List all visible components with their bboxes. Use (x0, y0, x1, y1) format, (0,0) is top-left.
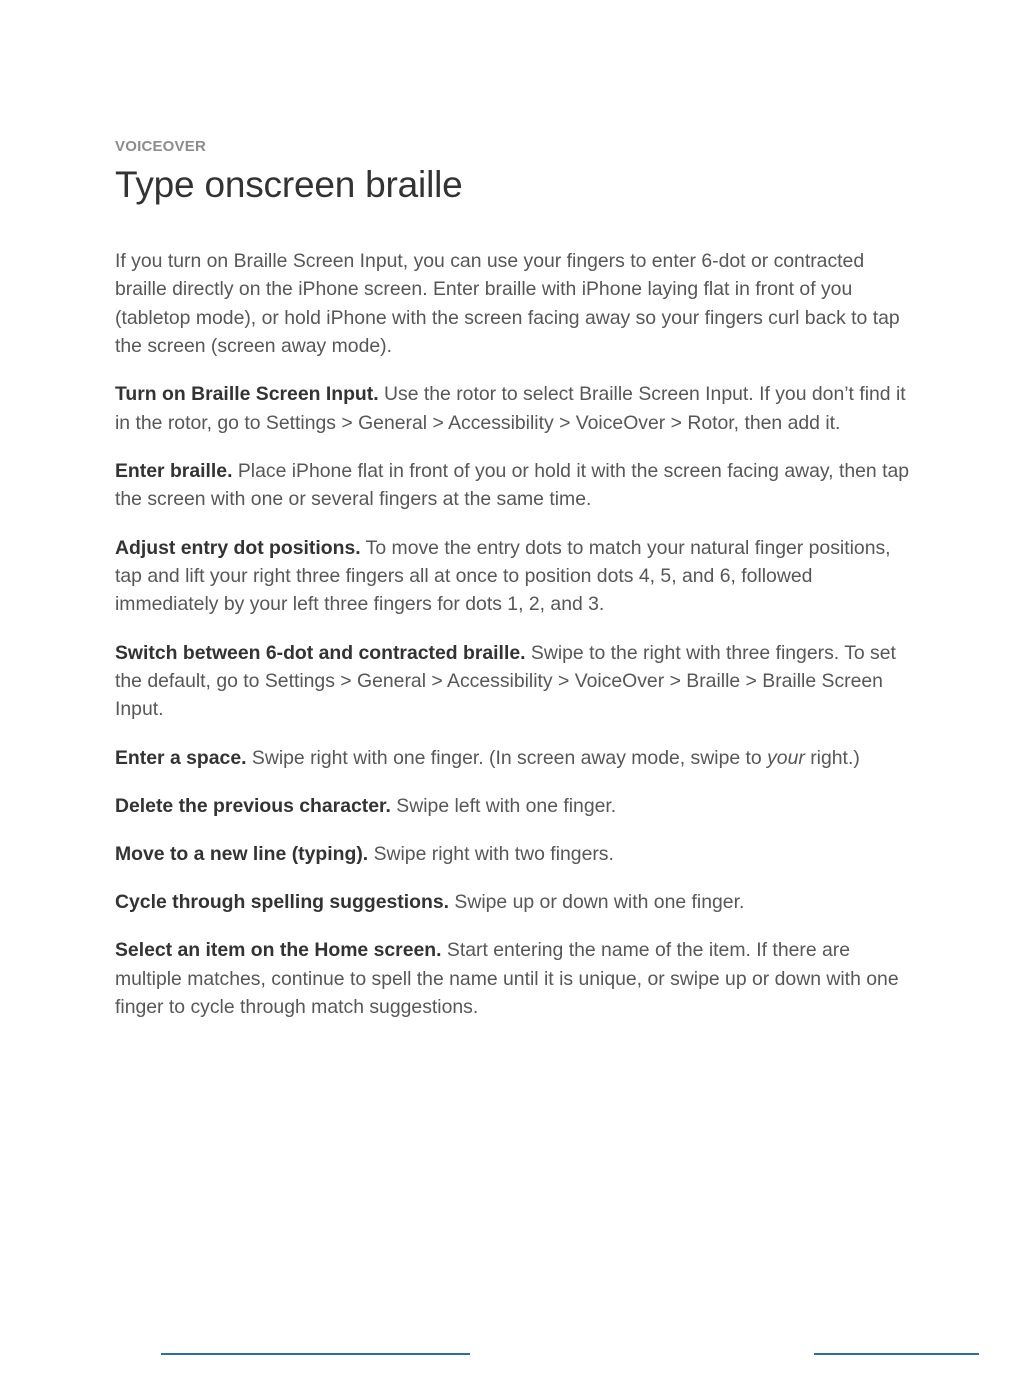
page-title: Type onscreen braille (115, 164, 463, 205)
document-body (115, 247, 910, 1042)
paragraph-text: Swipe right with two fingers. (373, 843, 614, 866)
paragraph-text: Swipe left with one finger. (396, 794, 617, 817)
paragraph-text: Swipe to the right with three fingers. To set the default, go to Settings > General > Accessibility > VoiceOver > Braille > Braille Screen Input. (115, 641, 896, 721)
paragraph-text-end: right.) (810, 746, 860, 769)
paragraph-cycle-spelling-suggestions (115, 888, 910, 916)
paragraph-lead: Move to a new line (typing). (115, 843, 369, 866)
paragraph-text: Start entering the name of the item. If there are multiple matches, continue to spell the name until it is unique, or swipe up or down with one finger to cycle through match suggestions. (115, 939, 899, 1019)
paragraph-lead: Enter a space. (115, 746, 247, 769)
paragraph-text: To move the entry dots to match your natural finger positions, tap and lift your right three fingers all at once to position dots 4, 5, and 6, followed immediately by your left three fingers for dots 1, 2, and 3. (115, 536, 891, 616)
paragraph-text: Place iPhone flat in front of you or hold it with the screen facing away, then tap the screen with one or several fingers at the same time. (115, 460, 910, 511)
paragraph-switch-braille-mode (115, 639, 910, 724)
paragraph-enter-braille (115, 457, 910, 514)
paragraph-lead: Turn on Braille Screen Input. (115, 383, 379, 406)
footer-rule-left (161, 1353, 470, 1355)
paragraph-lead: Adjust entry dot positions. (115, 536, 361, 559)
intro-paragraph: If you turn on Braille Screen Input, you can use your fingers to enter 6-dot or contracted braille directly on the iPhone screen. Enter braille with iPhone laying flat in front of you (tabletop mode), or hold iPhone with the screen facing away so your fingers curl back to tap the screen (screen away mode). (115, 250, 900, 358)
footer-rule-right (814, 1353, 979, 1355)
paragraph-lead: Delete the previous character. (115, 794, 391, 817)
paragraph-turn-on-braille-screen-input (115, 380, 910, 437)
paragraph-adjust-entry-dot-positions (115, 534, 910, 619)
paragraph-text: Use the rotor to select Braille Screen Input. If you don’t find it in the rotor, go to Settings > General > Accessibility > VoiceOver > Rotor, then add it. (115, 383, 906, 434)
paragraph-delete-previous-character (115, 792, 910, 820)
paragraph-select-home-screen-item (115, 936, 910, 1021)
paragraph-enter-a-space (115, 744, 910, 772)
section-label: VOICEOVER (115, 138, 206, 155)
paragraph-lead: Select an item on the Home screen. (115, 939, 442, 962)
paragraph-lead: Cycle through spelling suggestions. (115, 891, 449, 914)
paragraph-lead: Enter braille. (115, 460, 233, 483)
paragraph-text: Swipe up or down with one finger. (454, 891, 745, 914)
paragraph-lead: Switch between 6-dot and contracted braille. (115, 641, 526, 664)
paragraph-emphasis: your (767, 746, 805, 769)
paragraph-text: Swipe right with one finger. (In screen away mode, swipe to (251, 746, 762, 769)
paragraph-move-to-new-line (115, 840, 910, 868)
